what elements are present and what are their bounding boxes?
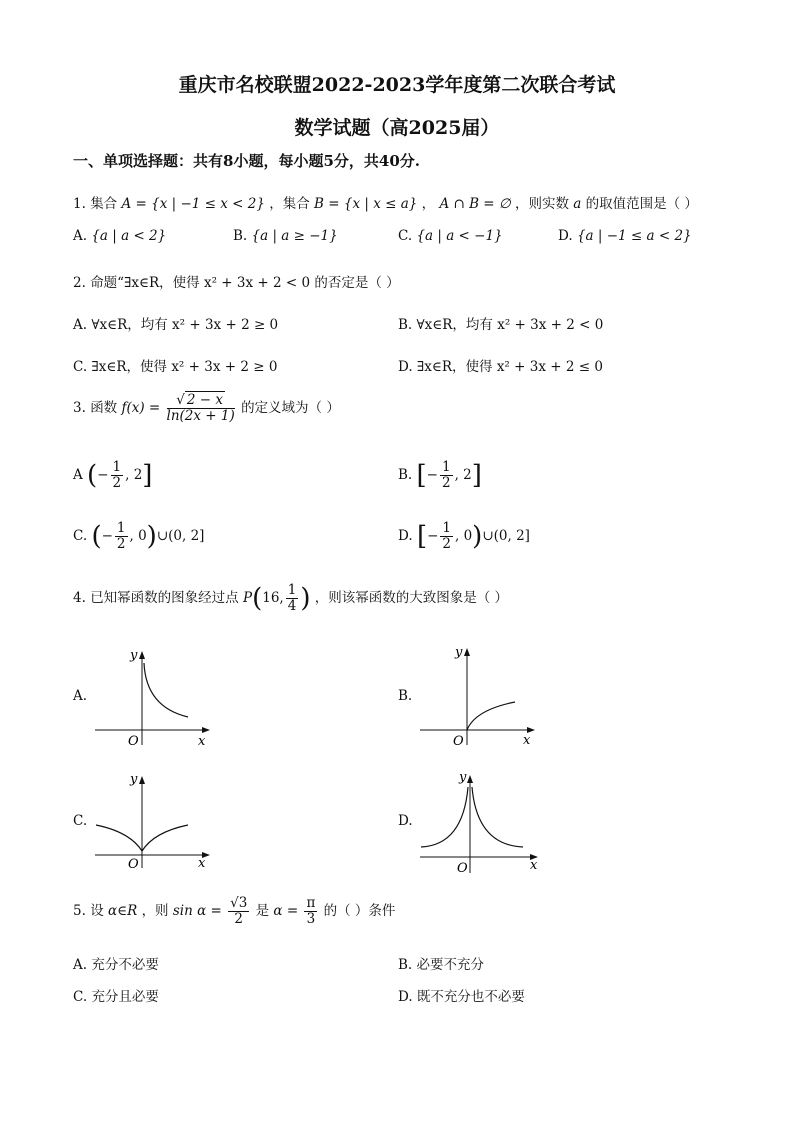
graph-a[interactable] [90,645,220,750]
question-text: 已知幂函数的图象经过点 [90,589,239,606]
question-text: ，集合 [269,196,310,212]
curve [467,702,515,730]
y-axis-label: y [130,648,138,663]
option-d[interactable] [558,228,692,244]
option-label: D. [558,228,573,244]
option-c[interactable]: C. (− $\frac{1}{2}$ , 0)∪(0, 2] [73,520,205,552]
option-c[interactable] [73,355,277,375]
curve [144,663,188,717]
option-label: B. [398,466,413,483]
option-label: D. [398,359,413,375]
fraction: $\frac{1}{2}$ [116,520,126,552]
curve-right [472,787,523,847]
option-math: {a | a < 2} [91,228,167,244]
fraction: $\frac{1}{2}$ [112,459,122,491]
graph-b[interactable] [415,640,545,750]
math-set-a: A = {x | −1 ≤ x < 2} [121,196,265,212]
open-bracket: ( [91,521,102,552]
option-label: C. [73,989,88,1005]
option-b[interactable] [398,313,603,333]
option-label: A [73,466,83,483]
option-label: C. [398,228,413,244]
option-text: ∃x∈R，使得 x² + 3x + 2 ≤ 0 [416,359,603,375]
origin-label: O [128,734,139,749]
option-text: 必要不充分 [416,957,485,973]
fraction: $\frac{\pi}{3}$ [306,895,316,927]
close-bracket: ) [472,521,483,552]
function-name: f(x) = [121,399,161,416]
question-text: 的定义域为（ ） [241,399,340,416]
exam-title: 重庆市名校联盟2022-2023学年度第二次联合考试 [178,74,616,96]
close-bracket: ) [146,521,157,552]
question-number: 5. [73,902,86,919]
open-bracket: [ [416,460,427,491]
option-d[interactable] [398,985,525,1005]
question-4: 4. 已知幂函数的图象经过点 P(16, $\frac{1}{4}$ ) ，则该幂函数的大致图象是（ ） [73,582,509,614]
question-text: 集合 [90,196,118,212]
x-axis-label: x [530,858,538,873]
question-text: ，则该幂函数的大致图象是（ ） [314,589,509,606]
option-label: A. [73,957,88,973]
question-text: ，则 [141,902,169,919]
option-b[interactable]: B. [− $\frac{1}{2}$ , 2] [398,459,482,491]
option-label: C. [73,527,88,544]
math-condition: A ∩ B = ∅ [439,196,511,212]
option-a[interactable] [73,228,166,244]
fraction-denominator: ln(2x + 1) [166,407,235,424]
question-number: 3. [73,399,86,416]
option-d[interactable]: D. [398,813,413,829]
union-part: ∪(0, 2] [156,527,205,544]
curve-left [421,787,468,847]
fraction [167,393,235,424]
y-axis-label: y [130,772,138,787]
fraction: $\frac{1}{4}$ [287,582,297,614]
option-b[interactable] [233,228,338,244]
math-sin: sin α = [172,902,222,919]
option-label: D. [398,527,413,544]
origin-label: O [453,734,464,749]
option-a[interactable]: A (− $\frac{1}{2}$ , 2] [73,459,153,491]
question-text: 设 [90,902,104,919]
x-arrow-icon [202,727,210,733]
question-text: 的（ ）条件 [323,902,396,919]
option-c[interactable] [398,228,503,244]
option-text: 充分不必要 [91,957,159,973]
question-number: 1. [73,196,86,212]
union-part: ∪(0, 2] [482,527,530,544]
option-math: {a | a < −1} [416,228,503,244]
math-alpha: α∈R [107,902,138,919]
fraction: $\frac{1}{2}$ [441,459,451,491]
option-text: 既不充分也不必要 [416,989,525,1005]
interval-end: , 0 [455,527,473,544]
point-name: P [242,589,253,606]
option-math: {a | −1 ≤ a < 2} [576,228,692,244]
open-bracket: [ [416,521,428,552]
fraction-numerator: √ 2 − x [167,393,235,409]
option-label: B. [398,317,413,333]
graph-c[interactable] [90,770,220,870]
x-axis-label: x [523,733,531,748]
question-1 [73,192,698,212]
y-arrow-icon [464,648,470,656]
open-bracket: ( [87,460,98,491]
option-c[interactable] [73,985,159,1005]
question-text: ， [421,196,436,212]
y-arrow-icon [139,776,145,784]
close-bracket: ] [471,460,482,491]
option-label: A. [73,228,88,244]
option-label: A. [73,317,88,333]
option-label: B. [398,957,413,973]
option-a[interactable] [73,953,159,973]
math-variable: a [573,196,582,212]
origin-label: O [128,857,139,870]
question-text: 的取值范围是（ ） [585,196,698,212]
y-arrow-icon [467,775,473,783]
fraction: $\frac{1}{2}$ [442,520,451,552]
option-label: D. [398,989,413,1005]
option-math: {a | a ≥ −1} [251,228,338,244]
option-c[interactable]: C. [73,813,88,829]
option-text: 充分且必要 [91,989,159,1005]
question-number: 2. [73,275,86,291]
graph-d[interactable] [415,765,545,875]
interval-end: , 2 [125,466,143,483]
point-x: 16, [262,589,284,606]
question-3 [73,393,340,424]
option-a[interactable] [73,313,278,333]
x-axis-label: x [198,856,206,870]
question-text: 函数 [90,399,118,416]
interval-end: , 0 [129,527,147,544]
question-text: ，则实数 [514,196,569,212]
question-5 [73,896,395,927]
origin-label: O [457,861,468,875]
option-b[interactable]: B. [398,688,413,704]
option-a[interactable]: A. [73,688,88,704]
x-axis-label: x [198,734,206,749]
math-alpha-eq: α = [273,902,299,919]
question-number: 4. [73,589,86,606]
close-bracket: ] [142,460,153,491]
y-arrow-icon [139,651,145,659]
option-b[interactable] [398,953,484,973]
option-label: B. [233,228,248,244]
fraction: $\frac{√3}{2}$ [230,895,248,927]
exam-subtitle: 数学试题（高2025届） [294,117,500,139]
interval-end: , 2 [454,466,472,483]
option-d[interactable] [398,355,603,375]
option-text: ∀x∈R，均有 x² + 3x + 2 < 0 [416,317,604,333]
option-text: ∀x∈R，均有 x² + 3x + 2 ≥ 0 [91,317,279,333]
option-text: ∃x∈R，使得 x² + 3x + 2 ≥ 0 [91,359,278,375]
option-label: C. [73,359,88,375]
y-axis-label: y [459,770,467,785]
y-axis-label: y [455,645,463,660]
section-heading: 一、单项选择题：共有8小题，每小题5分，共40分. [73,152,420,170]
question-2 [73,271,400,291]
option-d[interactable]: D. [− $\frac{1}{2}$ , 0)∪(0, 2] [398,520,530,552]
question-text: 是 [255,902,270,919]
question-text: 命题“∃x∈R，使得 x² + 3x + 2 < 0 的否定是（ ） [90,275,400,291]
math-set-b: B = {x | x ≤ a} [314,196,418,212]
